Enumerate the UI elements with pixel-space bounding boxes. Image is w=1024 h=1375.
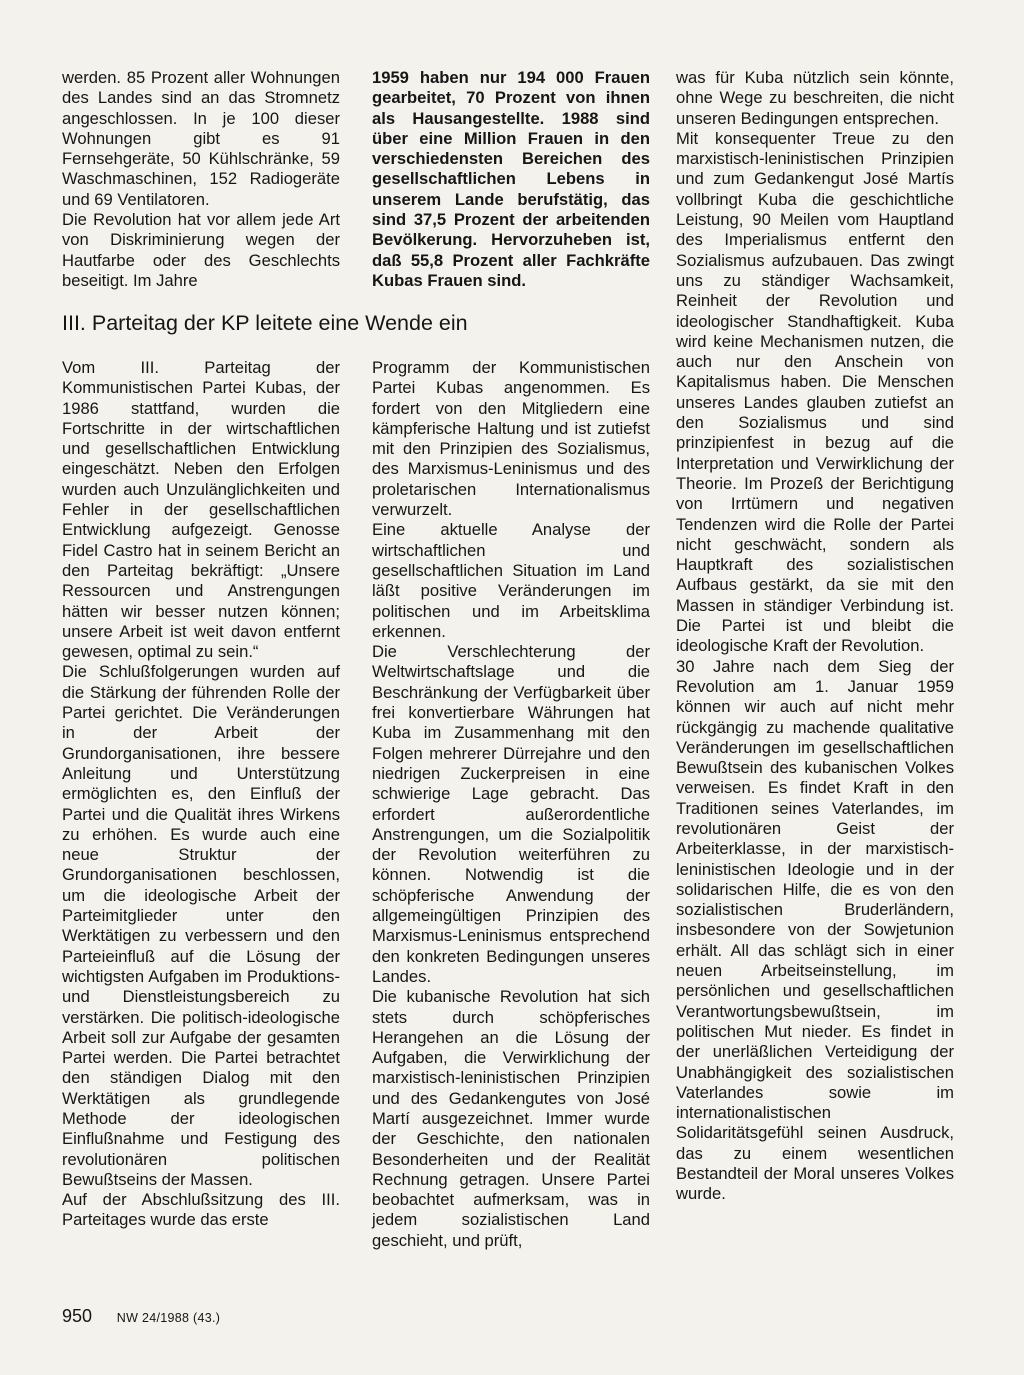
page-number: 950 xyxy=(62,1306,93,1326)
page-footer xyxy=(62,1306,220,1327)
article-column-1 xyxy=(62,358,340,1231)
source-reference: NW 24/1988 (43.) xyxy=(116,1311,221,1325)
paragraph: Vom III. Parteitag der Kommunistischen Partei Kubas, der 1986 stattfand, wurden die Fortschritte in der wirtschaftlichen und gesellschaftlichen Entwicklung eingeschätzt. Neben den Erfolgen wurden auch Unzulänglichkeiten und Fehler in der gesellschaftlichen Entwicklung aufgezeigt. Genosse Fidel Castro hat in seinem Bericht an den Parteitag bekräftigt: „Unsere Ressourcen und Anstrengungen hätten wir besser nutzen können; unsere Arbeit ist weit davon entfernt gewesen, optimal zu sein.“ xyxy=(62,358,340,662)
paragraph: Eine aktuelle Analyse der wirtschaftlichen und gesellschaftlichen Situation im Land läßt positive Veränderungen im politischen und im Arbeitsklima erkennen. xyxy=(372,520,650,641)
paragraph: werden. 85 Prozent aller Wohnungen des Landes sind an das Stromnetz angeschlossen. In je 100 dieser Wohnungen gibt es 91 Fernsehgeräte, 50 Kühlschränke, 59 Waschmaschinen, 152 Radiogeräte und 69 Ventilatoren. xyxy=(62,68,340,209)
paragraph: was für Kuba nützlich sein könnte, ohne Wege zu beschreiten, die nicht unseren Bedingungen entsprechen. xyxy=(676,68,954,128)
paragraph: Auf der Abschlußsitzung des III. Parteitages wurde das erste xyxy=(62,1190,340,1230)
paragraph: 1959 haben nur 194 000 Frauen gearbeitet, 70 Prozent von ihnen als Hausangestellte. 1988 sind über eine Million Frauen in den verschiedensten Bereichen des gesellschaftlichen Lebens in unserem Lande berufstätig, das sind 37,5 Prozent der arbeitenden Bevölkerung. Hervorzuheben ist, daß 55,8 Prozent aller Fachkräfte Kubas Frauen sind. xyxy=(372,68,650,290)
paragraph: Die kubanische Revolution hat sich stets durch schöpferisches Herangehen an die Lösung der Aufgaben, die Verwirklichung der marxistisch-leninistischen Prinzipien und des Gedankengutes von José Martí ausgezeichnet. Immer wurde der Geschichte, den nationalen Besonderheiten und der Realität Rechnung getragen. Unsere Partei beobachtet aufmerksam, was in jedem sozialistischen Land geschieht, und prüft, xyxy=(372,987,650,1250)
paragraph: Mit konsequenter Treue zu den marxistisch-leninistischen Prinzipien und zum Gedankengut José Martís vollbringt Kuba die geschichtliche Leistung, 90 Meilen vom Hauptland des Imperialismus entfernt den Sozialismus aufzubauen. Das zwingt uns zu ständiger Wachsamkeit, Reinheit der Revolution und ideologischer Standhaftigkeit. Kuba wird keine Mechanismen nutzen, die auch nur den Anschein von Kapitalismus haben. Die Menschen unseres Landes glauben zutiefst an den Sozialismus und sind prinzipienfest in bezug auf die Interpretation und Verwirklichung der Theorie. Im Prozeß der Berichtigung von Irrtümern und negativen Tendenzen wird die Rolle der Partei nicht geschwächt, sondern als Hauptkraft des sozialistischen Aufbaus gestärkt, da sie mit den Massen in ständiger Verbindung ist. Die Partei ist und bleibt die ideologische Kraft der Revolution. xyxy=(676,128,954,656)
paragraph: 30 Jahre nach dem Sieg der Revolution am 1. Januar 1959 können wir auch auf nicht mehr rückgängig zu machende qualitative Veränderungen im gesellschaftlichen Bewußtsein des kubanischen Volkes verweisen. Es findet Kraft in den Traditionen seines Vaterlandes, im revolutionären Geist der Arbeiterklasse, in der marxistisch-leninistischen Ideologie und in der solidarischen Hilfe, die es von den sozialistischen Bruderländern, insbesondere von der Sowjetunion erhält. All das schlägt sich in einer neuen Arbeitseinstellung, im persönlichen und gesellschaftlichen Verantwortungsbewußtsein, im politischen Mut nieder. Es findet in der unerläßlichen Verteidigung der Unabhängigkeit des sozialistischen Vaterlandes sowie im internationalistischen Solidaritätsgefühl seinen Ausdruck, das zu einem wesentlichen Bestandteil der Moral unseres Volkes wurde. xyxy=(676,656,954,1204)
article-column-2 xyxy=(372,358,650,1251)
intro-column-1 xyxy=(62,68,340,291)
article-column-3 xyxy=(676,68,954,1205)
paragraph: Die Revolution hat vor allem jede Art von Diskriminierung wegen der Hautfarbe oder des Geschlechts beseitigt. Im Jahre xyxy=(62,210,340,290)
paragraph: Die Schlußfolgerungen wurden auf die Stärkung der führenden Rolle der Partei gerichtet. Die Veränderungen in der Arbeit der Grundorganisationen, ihre bessere Anleitung und Unterstützung ermöglichten es, den Einfluß der Partei und die Qualität ihres Wirkens zu erhöhen. Es wurde auch eine neue Struktur der Grundorganisationen beschlossen, um die ideologische Arbeit der Parteimitglieder unter den Werktätigen zu verbessern und den Parteieinfluß auf die Lösung der wichtigsten Aufgaben im Produktions- und Dienstleistungsbereich zu verstärken. Die politisch-ideologische Arbeit soll zur Aufgabe der gesamten Partei werden. Die Partei betrachtet den ständigen Dialog mit den Werktätigen als grundlegende Methode der ideologischen Einflußnahme und Festigung des revolutionären politischen Bewußtseins der Massen. xyxy=(62,662,340,1189)
paragraph: Die Verschlechterung der Weltwirtschaftslage und die Beschränkung der Verfügbarkeit über frei konvertierbare Währungen hat Kuba im Zusammenhang mit den Folgen mehrerer Dürrejahre und den niedrigen Zuckerpreisen in eine schwierige Lage gebracht. Das erfordert außerordentliche Anstrengungen, um die Sozialpolitik der Revolution weiterführen zu können. Notwendig ist die schöpferische Anwendung der allgemeingültigen Prinzipien des Marxismus-Leninismus entsprechend den konkreten Bedingungen unseres Landes. xyxy=(372,642,650,986)
intro-column-2 xyxy=(372,68,650,291)
section-heading: III. Parteitag der KP leitete eine Wende ein xyxy=(62,311,468,335)
paragraph: Programm der Kommunistischen Partei Kubas angenommen. Es fordert von den Mitgliedern eine kämpferische Haltung und ist zutiefst mit den Prinzipien des Sozialismus, des Marxismus-Leninismus und des proletarischen Internationalismus verwurzelt. xyxy=(372,358,650,520)
